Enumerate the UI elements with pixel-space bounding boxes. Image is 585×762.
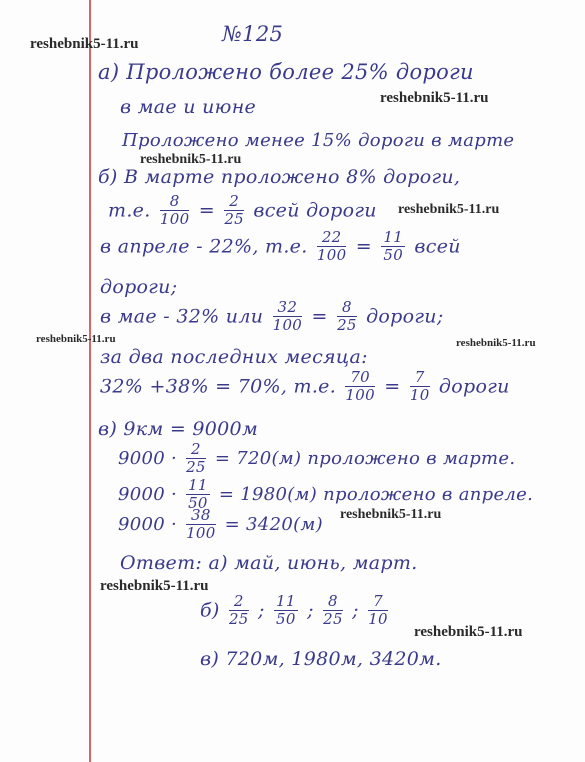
denominator: 100 bbox=[345, 386, 375, 404]
problem-number: №125 bbox=[222, 22, 284, 46]
separator: ; bbox=[257, 599, 265, 622]
denominator: 50 bbox=[383, 246, 404, 264]
text: 32% +38% = 70%, т.е. bbox=[100, 375, 337, 398]
equals: = bbox=[384, 375, 401, 398]
watermark: reshebnik5-11.ru bbox=[36, 333, 116, 345]
numerator: 8 bbox=[160, 194, 190, 211]
numerator: 22 bbox=[317, 230, 347, 247]
text: 9000 · bbox=[118, 484, 178, 505]
separator: ; bbox=[307, 599, 314, 622]
denominator: 100 bbox=[316, 246, 347, 264]
text: в апреле - 22%, т.е. bbox=[100, 235, 308, 258]
text: = 3420(м) bbox=[224, 514, 323, 535]
equals: = bbox=[198, 199, 215, 222]
denominator: 50 bbox=[188, 494, 208, 512]
answer-line-1: Ответ: а) май, июнь, март. bbox=[120, 552, 418, 574]
answer-line-2 bbox=[200, 594, 391, 627]
numerator: 11 bbox=[188, 476, 208, 494]
text: дороги; bbox=[366, 305, 444, 328]
part-b-line-3 bbox=[100, 230, 461, 263]
numerator: 38 bbox=[186, 508, 216, 525]
numerator: 2 bbox=[224, 194, 244, 211]
fraction bbox=[229, 594, 249, 627]
text: 9000 · bbox=[118, 448, 178, 469]
watermark: reshebnik5-11.ru bbox=[456, 337, 536, 349]
fraction bbox=[323, 594, 343, 627]
part-c-line-1: в) 9км = 9000м bbox=[98, 418, 259, 440]
fraction bbox=[368, 594, 388, 627]
fraction bbox=[186, 508, 216, 541]
part-a-line-1: а) Проложено более 25% дороги bbox=[98, 60, 474, 84]
text: т.е. bbox=[108, 199, 151, 222]
equals: = bbox=[311, 305, 328, 328]
fraction bbox=[186, 442, 206, 475]
denominator: 25 bbox=[337, 316, 357, 334]
watermark: reshebnik5-11.ru bbox=[140, 152, 242, 167]
numerator: 2 bbox=[229, 594, 249, 611]
text: б) bbox=[200, 599, 220, 622]
denominator: 10 bbox=[368, 610, 388, 628]
text: 9000 · bbox=[118, 514, 178, 535]
part-b-line-4: дороги; bbox=[100, 276, 178, 298]
watermark: reshebnik5-11.ru bbox=[414, 624, 523, 640]
numerator: 7 bbox=[368, 594, 388, 611]
text: = 1980(м) проложено в апреле. bbox=[218, 484, 534, 505]
numerator: 70 bbox=[345, 370, 375, 387]
part-c-row-3 bbox=[118, 508, 323, 541]
denominator: 25 bbox=[186, 458, 206, 476]
margin-line bbox=[89, 0, 91, 762]
fraction bbox=[337, 300, 357, 333]
fraction bbox=[274, 594, 298, 627]
part-a-line-2: в мае и июне bbox=[120, 96, 257, 118]
numerator: 2 bbox=[186, 442, 206, 459]
answer-line-3: в) 720м, 1980м, 3420м. bbox=[200, 648, 442, 670]
part-b-line-5 bbox=[100, 300, 444, 333]
part-c-row-2 bbox=[118, 478, 533, 511]
denominator: 100 bbox=[272, 316, 303, 334]
denominator: 100 bbox=[186, 524, 216, 542]
part-b-line-7 bbox=[100, 370, 510, 403]
text: = 720(м) проложено в марте. bbox=[214, 448, 516, 469]
part-b-line-2 bbox=[108, 194, 377, 227]
separator: ; bbox=[352, 599, 359, 622]
numerator: 8 bbox=[323, 594, 343, 611]
fraction bbox=[160, 194, 190, 227]
watermark: reshebnik5-11.ru bbox=[100, 578, 209, 594]
denominator: 25 bbox=[224, 210, 245, 228]
numerator: 11 bbox=[276, 592, 296, 610]
watermark: reshebnik5-11.ru bbox=[398, 202, 500, 217]
fraction bbox=[381, 230, 405, 263]
denominator: 10 bbox=[409, 386, 430, 404]
part-b-line-6: за два последних месяца: bbox=[100, 346, 368, 368]
denominator: 50 bbox=[276, 610, 296, 628]
numerator: 7 bbox=[410, 370, 430, 387]
watermark: reshebnik5-11.ru bbox=[340, 507, 442, 522]
numerator: 32 bbox=[273, 300, 303, 317]
numerator: 8 bbox=[337, 300, 357, 317]
watermark: reshebnik5-11.ru bbox=[380, 90, 489, 106]
fraction bbox=[273, 300, 303, 333]
part-b-line-1: б) В марте проложено 8% дороги, bbox=[98, 166, 461, 188]
text: дороги bbox=[438, 375, 510, 398]
watermark: reshebnik5-11.ru bbox=[30, 36, 139, 52]
denominator: 25 bbox=[228, 610, 249, 628]
text: всей bbox=[414, 235, 461, 258]
part-c-row-1 bbox=[118, 442, 515, 475]
denominator: 100 bbox=[159, 210, 190, 228]
fraction bbox=[345, 370, 375, 403]
denominator: 25 bbox=[323, 610, 343, 628]
part-a-line-3: Проложено менее 15% дороги в марте bbox=[122, 130, 515, 151]
text: всей дороги bbox=[253, 199, 377, 222]
numerator: 11 bbox=[383, 228, 404, 246]
fraction bbox=[317, 230, 347, 263]
text: в мае - 32% или bbox=[100, 305, 264, 328]
fraction bbox=[224, 194, 244, 227]
fraction bbox=[410, 370, 430, 403]
equals: = bbox=[355, 235, 373, 258]
